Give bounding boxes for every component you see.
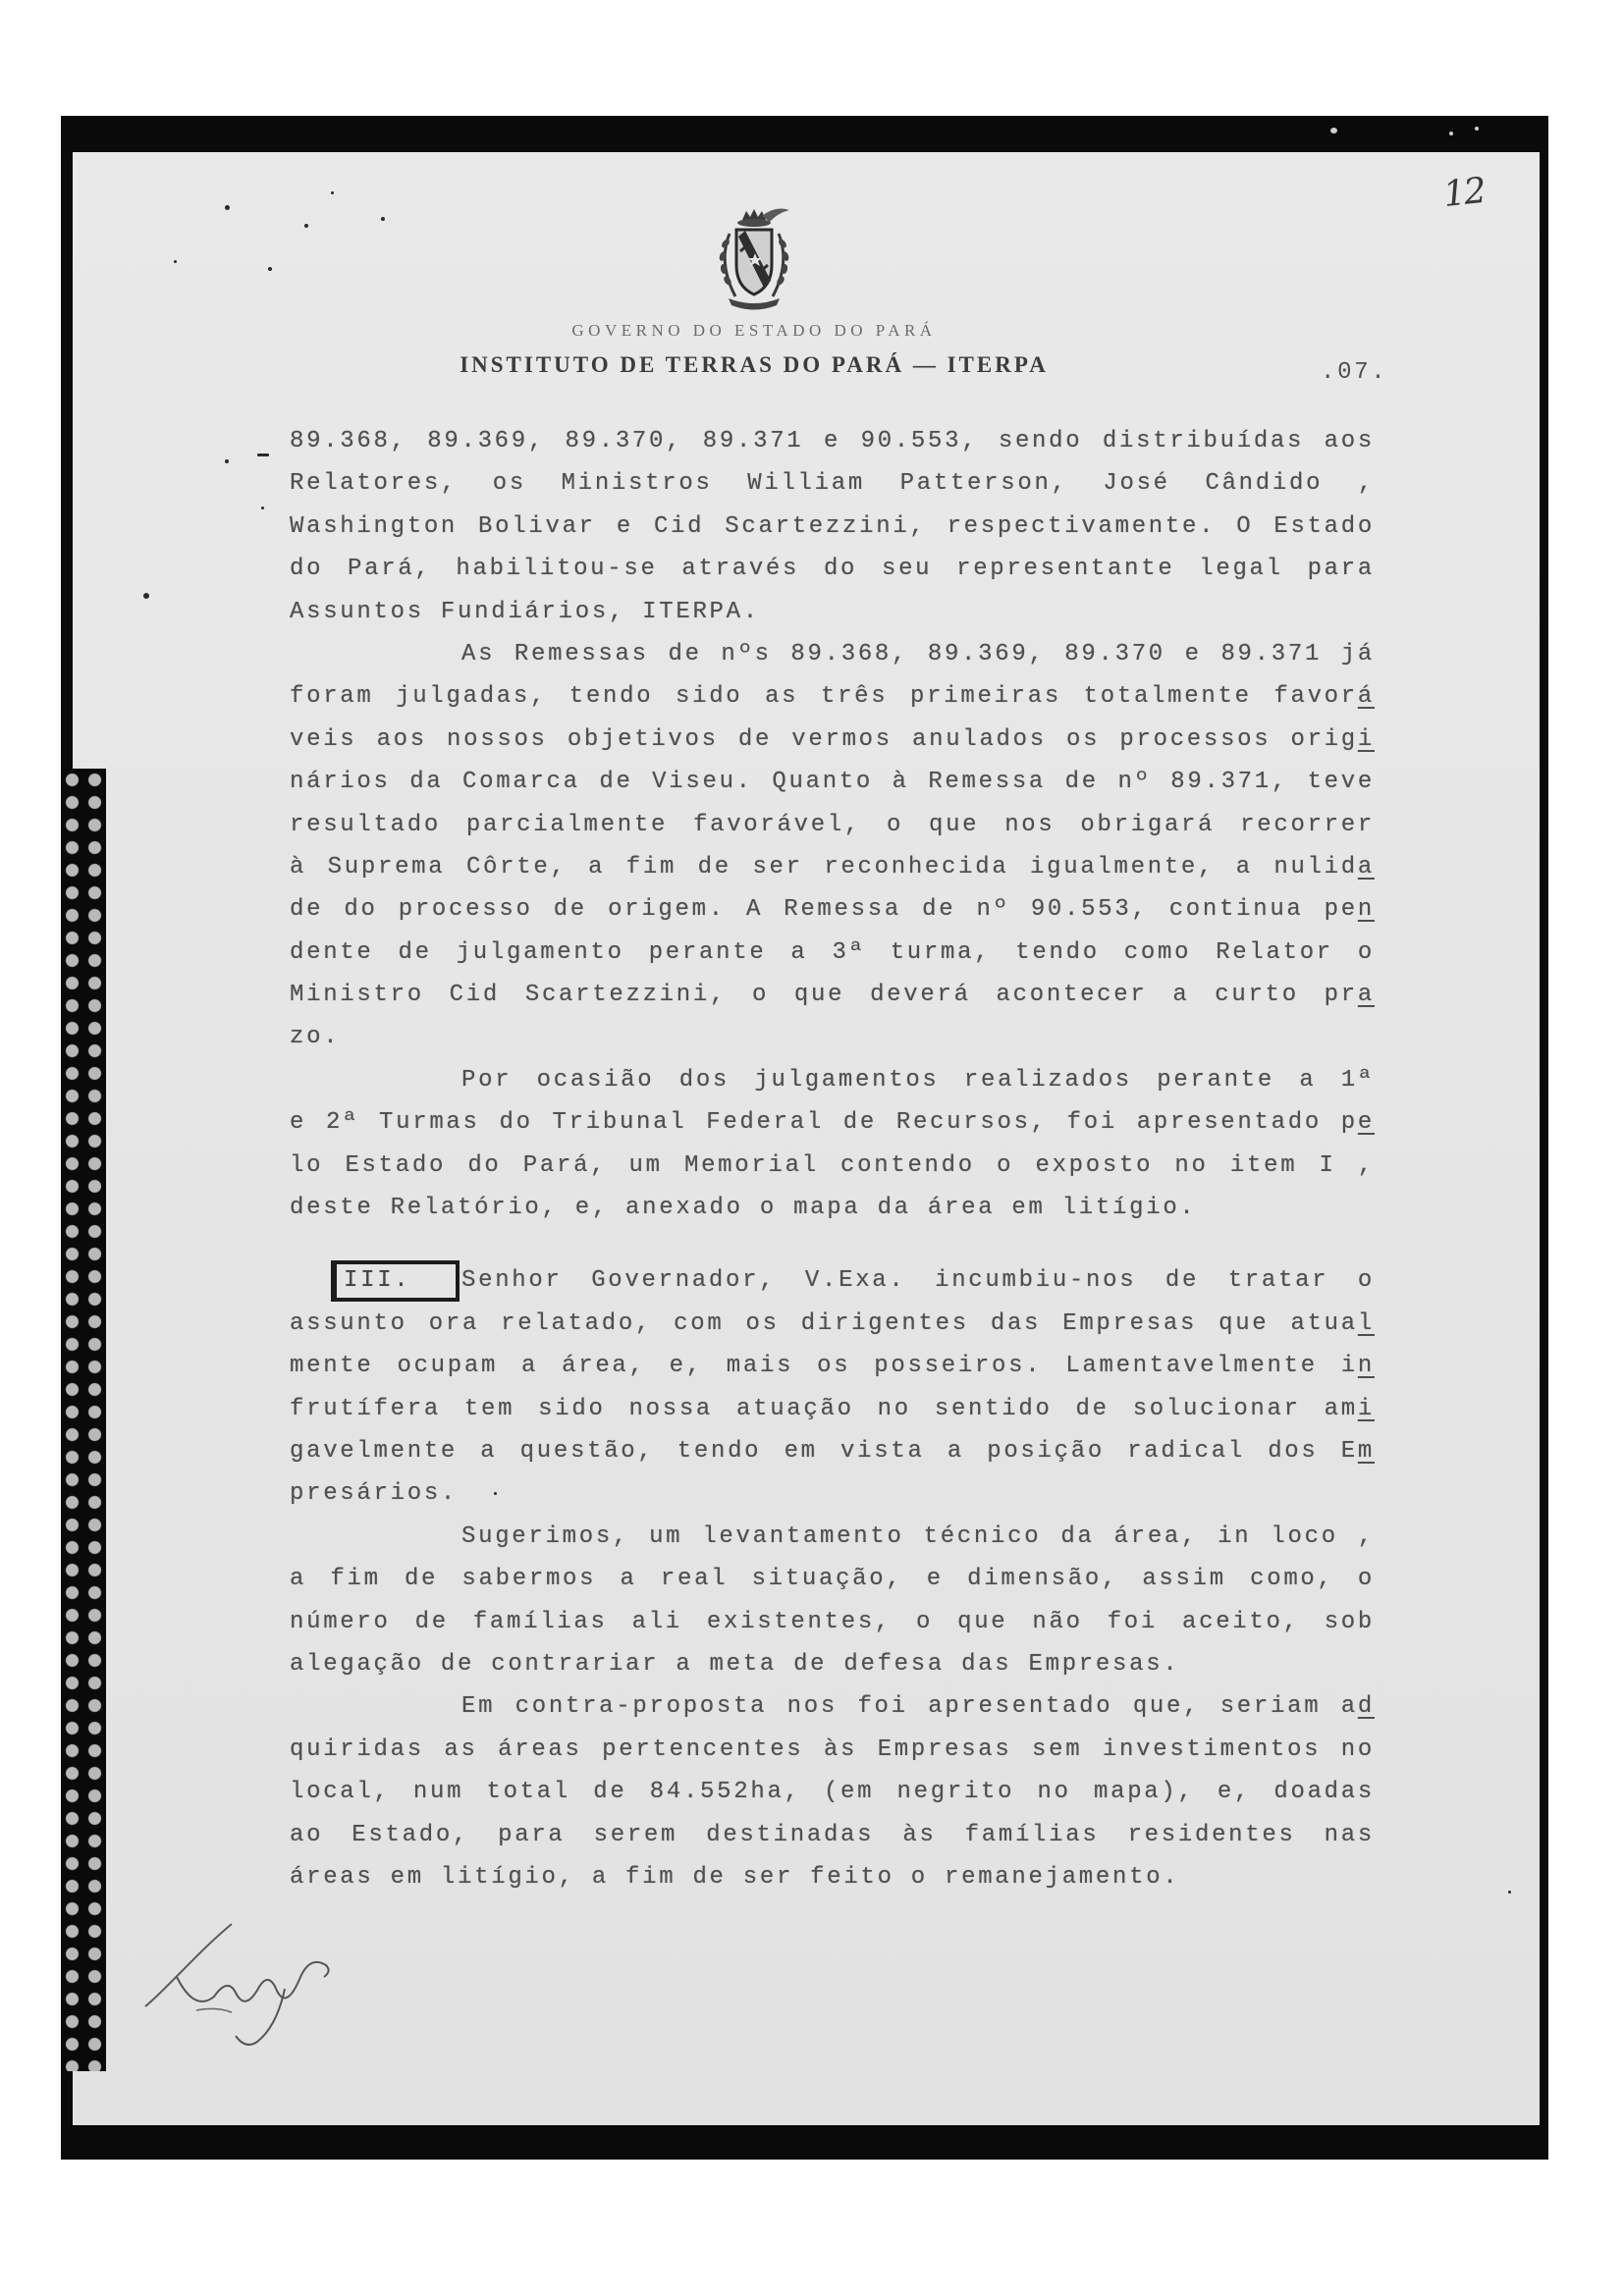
line-text: mente ocupam a área, e, mais os posseiros. Lamentavelmente i — [290, 1353, 1358, 1380]
scan-speck — [1330, 128, 1337, 133]
hyphen-underlined-letters: a — [1357, 853, 1375, 881]
text-line — [290, 1430, 1375, 1472]
line-text: Ministro Cid Scartezzini, o que deverá acontecer a curto pr — [290, 982, 1358, 1009]
scan-speck — [174, 260, 177, 263]
text-line — [290, 1601, 1375, 1643]
line-text: Relatores, os Ministros William Patterson, José Cândido , — [290, 470, 1375, 498]
institute-heading: INSTITUTO DE TERRAS DO PARÁ — ITERPA — [460, 352, 1049, 377]
line-text: ao Estado, para serem destinadas às famílias residentes nas — [290, 1821, 1375, 1848]
hyphen-underlined-letters: n — [1357, 896, 1375, 924]
line-text: de do processo de origem. A Remessa de nº 90.553, continua pe — [290, 896, 1358, 924]
scan-speck — [268, 267, 272, 271]
scan-speck — [1475, 127, 1479, 131]
line-text: dente de julgamento perante a 3ª turma, tendo como Relator o — [290, 938, 1375, 966]
line-text: alegação de contrariar a meta de defesa das Empresas. — [290, 1650, 1180, 1678]
page-reference: .07. — [1321, 359, 1388, 386]
text-line — [290, 1016, 1375, 1058]
film-perforation-strip — [61, 769, 106, 2071]
line-text: foram julgadas, tendo sido as três primeiras totalmente favor — [290, 683, 1358, 711]
section-label-box: III. — [331, 1260, 460, 1302]
line-text: resultado parcialmente favorável, o que nos obrigará recorrer — [290, 811, 1375, 838]
text-line — [290, 804, 1375, 846]
text-line — [290, 974, 1375, 1016]
hyphen-underlined-letters: d — [1357, 1693, 1375, 1721]
line-text: Senhor Governador, V.Exa. incumbiu-nos de tratar o — [461, 1267, 1375, 1295]
scan-speck — [225, 205, 230, 210]
hyphen-underlined-letters: i — [1357, 1395, 1375, 1422]
scan-speck — [304, 224, 308, 228]
report-body — [290, 420, 1375, 1898]
line-text: áreas em litígio, a fim de ser feito o remanejamento. — [290, 1863, 1180, 1891]
text-line — [290, 675, 1375, 718]
text-line — [290, 591, 1375, 633]
text-line — [290, 420, 1375, 462]
scan-speck — [261, 507, 264, 509]
text-line — [290, 506, 1375, 548]
text-line — [290, 462, 1375, 505]
text-line — [290, 1059, 1375, 1101]
line-text: frutífera tem sido nossa atuação no sentido de solucionar am — [290, 1395, 1358, 1422]
text-line — [290, 1729, 1375, 1771]
text-line — [290, 1771, 1375, 1813]
government-heading: GOVERNO DO ESTADO DO PARÁ — [571, 321, 937, 340]
line-text: lo Estado do Pará, um Memorial contendo o exposto no item I , — [290, 1151, 1375, 1179]
text-line — [290, 1101, 1375, 1144]
scan-speck — [257, 454, 269, 456]
text-line — [290, 1516, 1375, 1558]
line-text: 89.368, 89.369, 89.370, 89.371 e 90.553, sendo distribuídas aos — [290, 428, 1375, 454]
line-text: número de famílias ali existentes, o que não foi aceito, sob — [290, 1608, 1375, 1635]
line-text: a fim de sabermos a real situação, e dimensão, assim como, o — [290, 1566, 1375, 1593]
text-line — [290, 1856, 1375, 1898]
text-line — [290, 888, 1375, 931]
line-text: Washington Bolivar e Cid Scartezzini, respectivamente. O Estado — [290, 512, 1375, 540]
paragraph — [290, 1059, 1375, 1230]
text-line — [290, 846, 1375, 888]
hyphen-underlined-letters: i — [1357, 725, 1375, 753]
line-text: As Remessas de nºs 89.368, 89.369, 89.370 e 89.371 já — [461, 640, 1375, 667]
paragraph — [290, 1685, 1375, 1898]
hyphen-underlined-letters: e — [1357, 1109, 1375, 1137]
text-line — [290, 1643, 1375, 1685]
line-text: e 2ª Turmas do Tribunal Federal de Recursos, foi apresentado p — [290, 1109, 1358, 1137]
line-text: do Pará, habilitou-se através do seu representante legal para — [290, 556, 1375, 583]
hyphen-underlined-letters: á — [1357, 683, 1375, 711]
line-text: Assuntos Fundiários, ITERPA. — [290, 598, 760, 625]
line-text: veis aos nossos objetivos de vermos anulados os processos orig — [290, 725, 1358, 753]
text-line — [290, 1388, 1375, 1430]
scan-speck — [143, 593, 149, 599]
text-line — [290, 1558, 1375, 1600]
hyphen-underlined-letters: l — [1357, 1309, 1375, 1337]
text-line — [290, 1345, 1375, 1387]
scan-speck — [225, 459, 229, 463]
paragraph — [290, 420, 1375, 633]
line-text: à Suprema Côrte, a fim de ser reconhecida igualmente, a nulid — [290, 853, 1358, 881]
text-line — [290, 1814, 1375, 1856]
text-line — [290, 761, 1375, 803]
text-line — [290, 719, 1375, 761]
text-line — [290, 1187, 1375, 1229]
text-line — [290, 1472, 1375, 1515]
text-line — [290, 932, 1375, 974]
handwritten-signature — [137, 1916, 373, 2063]
line-text: deste Relatório, e, anexado o mapa da área em litígio. — [290, 1195, 1197, 1222]
text-line — [290, 1685, 1375, 1728]
line-text: quiridas as áreas pertencentes às Empresas sem investimentos no — [290, 1735, 1375, 1763]
line-text: Sugerimos, um levantamento técnico da área, in loco , — [461, 1522, 1375, 1550]
hyphen-underlined-letters: a — [1357, 982, 1375, 1009]
line-text: Em contra-proposta nos foi apresentado que, seriam a — [461, 1693, 1358, 1721]
text-line — [290, 1303, 1375, 1345]
section-paragraph — [290, 1259, 1375, 1515]
hyphen-underlined-letters: m — [1357, 1437, 1375, 1465]
line-text: presários. — [290, 1480, 459, 1508]
coat-of-arms-icon — [705, 204, 803, 314]
line-text: zo. — [290, 1024, 341, 1051]
line-text: gavelmente a questão, tendo em vista a posição radical dos E — [290, 1437, 1358, 1465]
hyphen-underlined-letters: n — [1357, 1353, 1375, 1380]
line-text: Por ocasião dos julgamentos realizados perante a 1ª — [461, 1066, 1375, 1094]
paragraph — [290, 633, 1375, 1059]
scan-speck — [1449, 132, 1453, 135]
scan-speck — [331, 191, 334, 194]
text-line — [290, 633, 1375, 675]
line-text: nários da Comarca de Viseu. Quanto à Remessa de nº 89.371, teve — [290, 769, 1375, 796]
scan-speck — [381, 217, 385, 221]
paragraph — [290, 1516, 1375, 1686]
line-text: assunto ora relatado, com os dirigentes das Empresas que atua — [290, 1309, 1358, 1337]
scan-speck — [1508, 1891, 1511, 1894]
line-text: local, num total de 84.552ha, (em negrito no mapa), e, doadas — [290, 1779, 1375, 1806]
text-line — [290, 1145, 1375, 1187]
handwritten-page-number: 12 — [1440, 170, 1487, 216]
text-line — [290, 548, 1375, 590]
